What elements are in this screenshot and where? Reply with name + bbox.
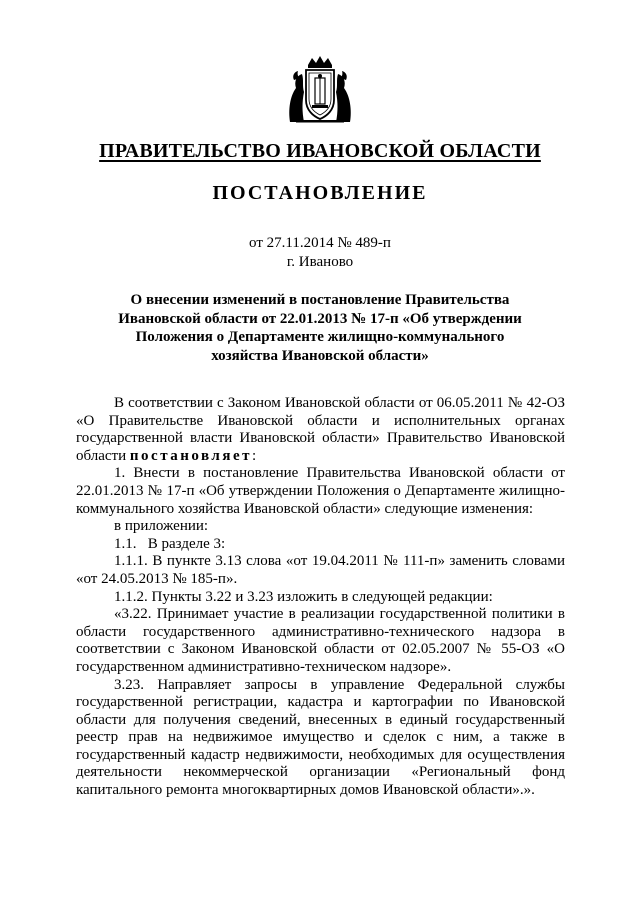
paragraph-1-1-2: 1.1.2. Пункты 3.22 и 3.23 изложить в следующей редакции: — [114, 588, 493, 605]
heading-line-2: Ивановской области от 22.01.2013 № 17-п «Об утверждении — [118, 310, 522, 327]
paragraph-1-1: 1.1. В разделе 3: — [114, 535, 226, 552]
document-type: ПОСТАНОВЛЕНИЕ — [212, 182, 428, 204]
document-body — [76, 395, 565, 800]
paragraph-appendix: в приложении: — [114, 518, 209, 535]
date-number: от 27.11.2014 № 489-п — [249, 235, 391, 251]
paragraph-1-1-1: 1.1.1. В пункте 3.13 слова «от 19.04.2011 № 111-п» заменить словами «от 24.05.2013 № 185-п». — [76, 553, 565, 587]
preamble-paragraph — [76, 395, 565, 465]
coat-of-arms-emblem — [282, 52, 358, 128]
coat-of-arms-icon — [282, 52, 358, 128]
document-heading — [90, 291, 550, 365]
city: г. Иваново — [286, 254, 354, 270]
heading-line-4: хозяйства Ивановской области» — [211, 347, 429, 364]
heading-line-3: Положения о Департаменте жилищно-коммунального — [135, 329, 505, 345]
preamble-text: В соответствии с Законом Ивановской области от 06.05.2011 № 42-ОЗ «О Правительстве Ивановской области и исполнительных органах государственной власти Ивановской области» Правительство Ивановской области — [76, 395, 565, 464]
paragraph-3-22: «3.22. Принимает участие в реализации государственной политики в области государственного административно-технического надзора в соответствии с Законом Ивановской области от 02.05.2007 № 55-ОЗ «О государственном административно-техническом надзоре». — [76, 606, 565, 675]
paragraph-3-23: 3.23. Направляет запросы в управление Федеральной службы государственной регистрации, кадастра и картографии по Ивановской области для получения сведений, внесенных в единый государственный реестр прав на недвижимое имущество и сделок с ним, а также в государственный кадастр недвижимости, необходимых для осуществления деятельности некоммерческой организации «Региональный фонд капитального ремонта многоквартирных домов Ивановской области».». — [76, 676, 565, 799]
heading-line-1: О внесении изменений в постановление Правительства — [130, 292, 510, 308]
government-title: ПРАВИТЕЛЬСТВО ИВАНОВСКОЙ ОБЛАСТИ — [99, 140, 541, 162]
document-meta — [0, 234, 640, 272]
preamble-end: : — [252, 447, 257, 464]
decree-word: постановляет — [129, 447, 252, 464]
paragraph-1: 1. Внести в постановление Правительства Ивановской области от 22.01.2013 № 17-п «Об утверждении Положения о Департаменте жилищно-коммунального хозяйства Ивановской области» следующие изменения: — [76, 465, 565, 517]
